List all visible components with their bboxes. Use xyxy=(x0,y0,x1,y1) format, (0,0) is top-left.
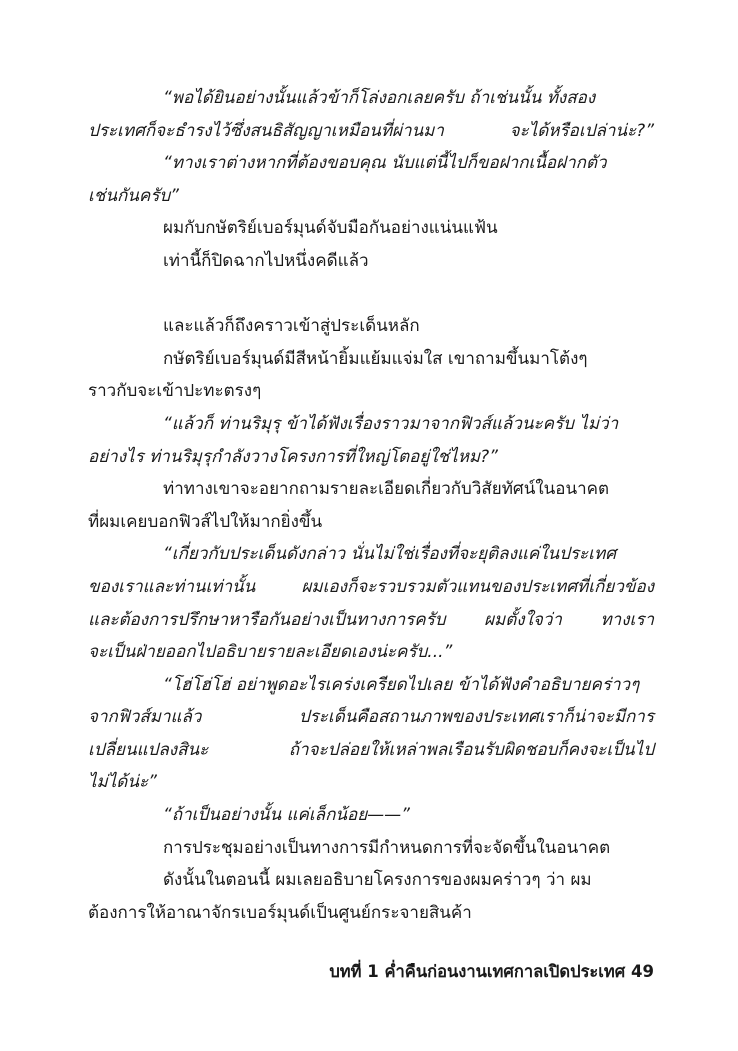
dialogue-line: “เกี่ยวกับประเด็นดังกล่าว นั่นไม่ใช่เรื่องที่จะยุติลงแค่ในประเทศ xyxy=(163,544,616,565)
narration-line: และแล้วก็ถึงคราวเข้าสู่ประเด็นหลัก xyxy=(163,316,420,337)
body-text xyxy=(88,82,654,929)
dialogue-line: “ทางเราต่างหากที่ต้องขอบคุณ นับแต่นี้ไปก็ขอฝากเนื้อฝากตัว xyxy=(163,153,607,174)
dialogue-line: จะเป็นฝ่ายออกไปอธิบายรายละเอียดเองน่ะครับ...” xyxy=(88,642,453,663)
narration-line: ท่าทางเขาจะอยากถามรายละเอียดเกี่ยวกับวิสัยทัศน์ในอนาคต xyxy=(163,479,610,500)
dialogue-line: “พอได้ยินอย่างนั้นแล้วข้าก็โล่งอกเลยครับ ถ้าเช่นนั้น ทั้งสอง xyxy=(163,88,596,108)
narration-line: ราวกับจะเข้าปะทะตรงๆ xyxy=(88,381,262,402)
dialogue-line: “โฮ่โฮ่โฮ่ อย่าพูดอะไรเคร่งเครียดไปเลย ข้าได้ฟังคำอธิบายคร่าวๆ xyxy=(163,674,640,695)
narration-line: ผมกับกษัตริย์เบอร์มุนด์จับมือกันอย่างแน่นแฟ้น xyxy=(163,218,498,239)
dialogue-line: เช่นกันครับ” xyxy=(88,185,179,206)
dialogue-line: เปลี่ยนแปลงสินะ ถ้าจะปล่อยให้เหล่าพลเรือนรับผิดชอบก็คงจะเป็นไป xyxy=(88,739,654,760)
narration-line: ที่ผมเคยบอกฟิวส์ไปให้มากยิ่งขึ้น xyxy=(88,511,323,532)
dialogue-line: ไม่ได้น่ะ” xyxy=(88,772,157,793)
narration-line: กษัตริย์เบอร์มุนด์มีสีหน้ายิ้มแย้มแจ่มใส เขาถามขึ้นมาโต้งๆ xyxy=(163,348,588,369)
page-footer: บทที่ 1 ค่ำคืนก่อนงานเทศกาลเปิดประเทศ 49 xyxy=(329,962,654,981)
narration-line: ดังนั้นในตอนนี้ ผมเลยอธิบายโครงการของผมคร่าวๆ ว่า ผม xyxy=(163,870,592,891)
narration-line: การประชุมอย่างเป็นทางการมีกำหนดการที่จะจัดขึ้นในอนาคต xyxy=(163,837,611,858)
section-break xyxy=(88,278,654,311)
dialogue-line: ของเราและท่านเท่านั้น ผมเองก็จะรวบรวมตัวแทนของประเทศที่เกี่ยวข้อง xyxy=(88,576,654,597)
dialogue-line: “แล้วก็ ท่านริมุรุ ข้าได้ฟังเรื่องราวมาจากฟิวส์แล้วนะครับ ไม่ว่า xyxy=(163,413,619,434)
narration-line: เท่านี้ก็ปิดฉากไปหนึ่งคดีแล้ว xyxy=(163,250,369,271)
dialogue-line: จากฟิวส์มาแล้ว ประเด็นคือสถานภาพของประเทศเราก็น่าจะมีการ xyxy=(88,707,654,728)
dialogue-line: ประเทศก็จะธำรงไว้ซึ่งสนธิสัญญาเหมือนที่ผ่านมา จะได้หรือเปล่าน่ะ?” xyxy=(88,120,654,141)
dialogue-line: “ถ้าเป็นอย่างนั้น แค่เล็กน้อย——” xyxy=(163,805,410,826)
dialogue-line: อย่างไร ท่านริมุรุกำลังวางโครงการที่ใหญ่โตอยู่ใช่ไหม?” xyxy=(88,446,498,467)
dialogue-line: และต้องการปรึกษาหารือกันอย่างเป็นทางการครับ ผมตั้งใจว่า ทางเรา xyxy=(88,609,654,630)
narration-line: ต้องการให้อาณาจักรเบอร์มุนด์เป็นศูนย์กระจายสินค้า xyxy=(88,902,472,923)
